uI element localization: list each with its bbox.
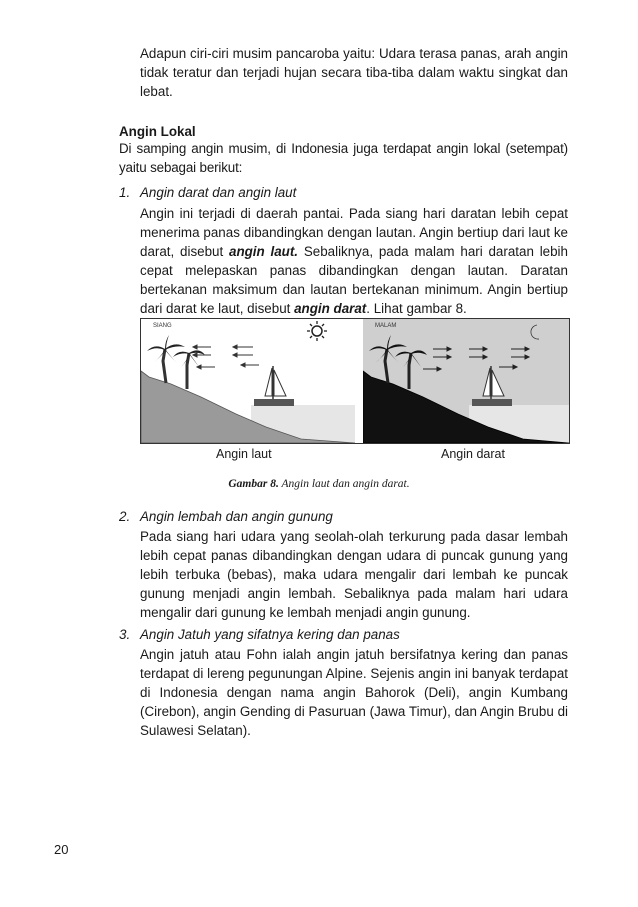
item-1-number: 1. (119, 185, 131, 200)
item-3-number: 3. (119, 627, 131, 642)
item-3-title (119, 627, 400, 642)
section-heading: Angin Lokal (119, 124, 196, 139)
figure-caption (0, 478, 638, 490)
right-caption: Angin darat (441, 447, 505, 461)
item-1-title (119, 185, 296, 200)
item-1-paragraph (140, 204, 568, 318)
item-2-title-text: Angin lembah dan angin gunung (140, 509, 333, 524)
land-sea-breeze-figure (140, 318, 570, 444)
night-label: MALAM (375, 323, 397, 329)
page-number: 20 (54, 842, 69, 857)
item-1-text-c: . Lihat gambar 8. (366, 301, 467, 316)
term-angin-laut: angin laut. (229, 244, 299, 259)
day-panel (141, 319, 355, 443)
item-1-text-a: Angin ini terjadi di daerah pantai. Pada siang hari daratan lebih cepat menerima panas dibandingkan dengan lautan. Angin bertiup dari laut ke darat, disebut (140, 206, 568, 259)
item-1-text-b: Sebaliknya, pada malam hari daratan lebih cepat melepaskan panas dibandingkan dengan lautan. Daratan bertekanan maksimum dan lautan bertekanan minimum. Angin bertiup dari darat ke laut, disebut (140, 244, 568, 316)
top-paragraph: Adapun ciri-ciri musim pancaroba yaitu: Udara terasa panas, arah angin tidak teratur dan terjadi hujan secara tiba-tiba dalam waktu singkat dan lebat. (140, 46, 568, 99)
sun-icon (307, 321, 327, 341)
figure-caption-label: Gambar 8. (228, 478, 279, 490)
day-label: SIANG (153, 323, 172, 329)
left-caption: Angin laut (216, 447, 272, 461)
item-3-paragraph: Angin jatuh atau Fohn ialah angin jatuh bersifatnya kering dan panas terdapat di lereng pegunungan Alpine. Sejenis angin ini banyak terdapat di Indonesia dengan nama angin Bahorok (Deli), angin Kumbang (Cirebon), angin Gending di Pasuruan (Jawa Timur), dan Angin Brubu di Sulawesi Selatan). (140, 647, 568, 738)
term-angin-darat: angin darat (294, 301, 367, 316)
item-3-title-text: Angin Jatuh yang sifatnya kering dan panas (140, 627, 400, 642)
item-2-number: 2. (119, 509, 131, 524)
night-panel (363, 319, 569, 443)
item-1-title-text: Angin darat dan angin laut (140, 185, 297, 200)
figure-caption-text: Angin laut dan angin darat. (278, 478, 410, 490)
item-2-title (119, 509, 333, 524)
item-2-paragraph: Pada siang hari udara yang seolah-olah terkurung pada dasar lembah lebih cepat panas dibandingkan dengan udara di puncak gunung yang lebih terbuka (bebas), maka udara mengalir dari lembah ke puncak gunung menjadi angin lembah. Sebaliknya pada malam hari udara mengalir dari gunung ke lembah menjadi angin gunung. (140, 529, 568, 620)
section-intro: Di samping angin musim, di Indonesia juga terdapat angin lokal (setempat) yaitu sebagai berikut: (119, 141, 568, 175)
